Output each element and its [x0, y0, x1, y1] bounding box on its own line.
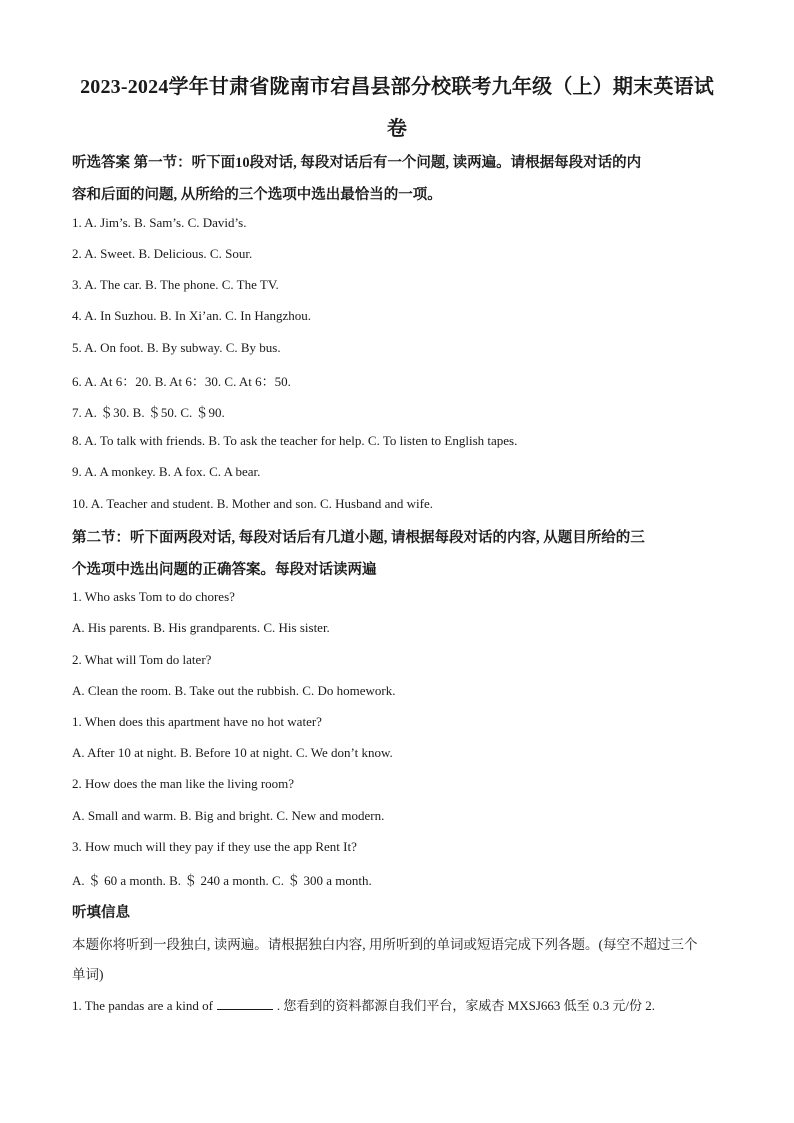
- document-title-line-1: 2023-2024学年甘肃省陇南市宕昌县部分校联考九年级（上）期末英语试: [80, 76, 714, 98]
- section2-line-7: 2. How does the man like the living room?: [72, 776, 295, 791]
- section1-question-7: 7. A. ＄30. B. ＄50. C. ＄90.: [72, 405, 225, 420]
- section1-question-6: 6. A. At 6：20. B. At 6：30. C. At 6：50.: [72, 374, 291, 389]
- section2-line-4: A. Clean the room. B. Take out the rubbish. C. Do homework.: [72, 683, 396, 698]
- section3-question-1-suffix: . 您看到的资料都源自我们平台，家威杏 MXSJ663 低至 0.3 元/份 2.: [276, 998, 656, 1013]
- section2-heading-line-1: 第二节：听下面两段对话, 每段对话后有几道小题, 请根据每段对话的内容, 从题目所给的三: [72, 530, 645, 546]
- section1-question-9: 9. A. A monkey. B. A fox. C. A bear.: [72, 464, 261, 479]
- section1-heading-line-1: 听选答案 第一节：听下面10段对话, 每段对话后有一个问题, 读两遍。请根据每段对话的内: [72, 155, 642, 171]
- section2-line-2: A. His parents. B. His grandparents. C. His sister.: [72, 620, 330, 635]
- section3-question-1: [72, 995, 655, 1014]
- section2-line-10: A. ＄ 60 a month. B. ＄ 240 a month. C. ＄ 300 a month.: [72, 873, 372, 888]
- section1-question-1: 1. A. Jim’s. B. Sam’s. C. David’s.: [72, 215, 247, 230]
- section2-line-8: A. Small and warm. B. Big and bright. C. New and modern.: [72, 808, 385, 823]
- section1-heading-line-2: 容和后面的问题, 从所给的三个选项中选出最恰当的一项。: [72, 187, 442, 203]
- section3-instruction-line-1: 本题你将听到一段独白, 读两遍。请根据独白内容, 用所听到的单词或短语完成下列各题。(每空不超过三个: [72, 937, 698, 952]
- section2-heading-line-2: 个选项中选出问题的正确答案。每段对话读两遍: [72, 562, 377, 578]
- section1-question-2: 2. A. Sweet. B. Delicious. C. Sour.: [72, 246, 253, 261]
- section1-question-5: 5. A. On foot. B. By subway. C. By bus.: [72, 340, 281, 355]
- section2-line-6: A. After 10 at night. B. Before 10 at night. C. We don’t know.: [72, 745, 393, 760]
- section2-line-5: 1. When does this apartment have no hot water?: [72, 714, 322, 729]
- document-title-line-2: 卷: [386, 118, 408, 140]
- section3-heading: 听填信息: [72, 905, 130, 921]
- answer-blank: [217, 998, 273, 1010]
- section3-instruction-line-2: 单词): [72, 967, 104, 982]
- section2-line-9: 3. How much will they pay if they use the app Rent It?: [72, 839, 357, 854]
- section3-question-1-prefix: 1. The pandas are a kind of: [72, 998, 213, 1013]
- section2-line-1: 1. Who asks Tom to do chores?: [72, 589, 235, 604]
- section1-question-10: 10. A. Teacher and student. B. Mother and son. C. Husband and wife.: [72, 496, 433, 511]
- section1-question-3: 3. A. The car. B. The phone. C. The TV.: [72, 277, 279, 292]
- section2-line-3: 2. What will Tom do later?: [72, 652, 212, 667]
- section1-question-8: 8. A. To talk with friends. B. To ask the teacher for help. C. To listen to English tapes.: [72, 433, 518, 448]
- section1-question-4: 4. A. In Suzhou. B. In Xi’an. C. In Hangzhou.: [72, 308, 312, 323]
